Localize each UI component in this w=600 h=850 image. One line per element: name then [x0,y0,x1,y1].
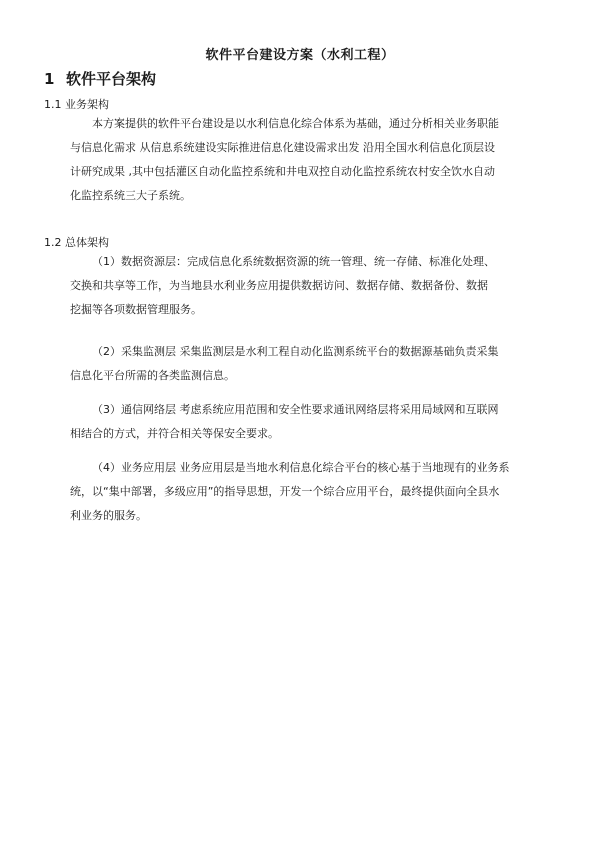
paragraph-line: （1）数据资源层：完成信息化系统数据资源的统一管理、统一存储、标准化处理、 [92,255,495,268]
paragraph-line: （4）业务应用层 业务应用层是当地水利信息化综合平台的核心基于当地现有的业务系 [92,461,510,474]
paragraph-line: 利业务的服务。 [70,509,147,522]
heading-1-text: 软件平台架构 [66,70,157,88]
paragraph-line: 交换和共享等工作，为当地县水利业务应用提供数据访问、数据存储、数据备份、数据 [70,279,488,292]
paragraph-line: 化监控系统三大子系统。 [70,189,191,202]
section-1-1-paragraph [70,112,499,208]
paragraph-line: （3）通信网络层 考虑系统应用范围和安全性要求通讯网络层将采用局域网和互联网 [92,403,499,416]
paragraph-line: （2）采集监测层 采集监测层是水利工程自动化监测系统平台的数据源基础负责采集 [92,345,499,358]
paragraph-line: 信息化平台所需的各类监测信息。 [70,369,235,382]
paragraph-line: 本方案提供的软件平台建设是以水利信息化综合体系为基础，通过分析相关业务职能 [92,117,499,130]
section-1-1-heading: 1.1 业务架构 [44,98,109,111]
document-title: 软件平台建设方案（水利工程） [205,48,395,63]
architecture-item-application [70,456,510,528]
architecture-item-network [70,398,499,446]
architecture-item-data-resource [70,250,495,322]
paragraph-line: 挖掘等各项数据管理服务。 [70,303,202,316]
heading-1-number: 1 [44,70,55,88]
paragraph-line: 计研究成果 ,其中包括灌区自动化监控系统和井电双控自动化监控系统农村安全饮水自动 [70,165,495,178]
heading-1 [44,68,156,89]
paragraph-line: 与信息化需求 从信息系统建设实际推进信息化建设需求出发 沿用全国水利信息化顶层设 [70,141,495,154]
paragraph-line: 相结合的方式，并符合相关等保安全要求。 [70,427,279,440]
paragraph-line: 统，以“集中部署，多级应用”的指导思想，开发一个综合应用平台，最终提供面向全县水 [70,485,500,498]
architecture-item-collection [70,340,499,388]
section-1-2-heading: 1.2 总体架构 [44,236,109,249]
